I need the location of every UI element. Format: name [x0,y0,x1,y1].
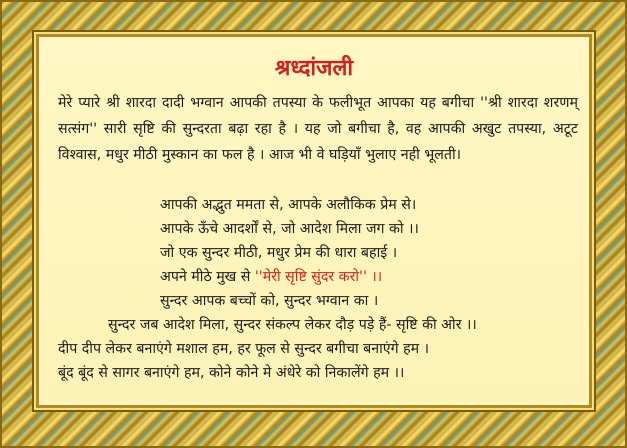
verse-line: सुन्दर आपक बच्चों को, सुन्दर भग्वान का । [160,293,379,309]
verse-line: दीप दीप लेकर बनाएंगे मशाल हम, हर फूल से सुन्दर बगीचा बनाएंगे हम । [58,341,430,357]
verse-line: आपकी अद्भुत ममता से, आपके अलौकिक प्रेम से। [160,197,417,213]
content-panel [42,40,586,402]
verse-line: सुन्दर जब आदेश मिला, सुन्दर संकल्प लेकर दौड़ पड़े हैं- सृष्टि की ओर ।। [108,317,477,333]
page-title: श्रध्दांजली [274,56,354,81]
verse-line-with-quote [160,267,382,287]
verse-line: आपके ऊँचे आदर्शों से, जो आदेश मिला जग को ।। [160,221,419,237]
verse-line-text: अपने मीठे मुख से [160,269,251,285]
highlighted-quote: ''मेरी सृष्टि सुंदर करो'' ।। [254,269,383,285]
verse-line: बूंद बूंद से सागर बनाएंगे हम, कोने कोने मे अंधेरे को निकालेंगे हम ।। [58,365,405,381]
tribute-paragraph: मेरे प्यारे श्री शारदा दादी भग्वान आपकी तपस्या के फलीभूत आपका यह बगीचा ''श्री शारदा शरणम् सत्संग'' सारी सृष्टि की सुन्दरता बढ़ा रहा है । यह जो बगीचा है, वह आपकी अखुट तपस्या, अटूट विश्वास, मधुर मीठी मुस्कान का फल है । आज भी वे घड़ियाँ भुलाए नही भूलती। [58,95,578,163]
verse-line: जो एक सुन्दर मीठी, मधुर प्रेम की धारा बहाई । [160,245,398,261]
